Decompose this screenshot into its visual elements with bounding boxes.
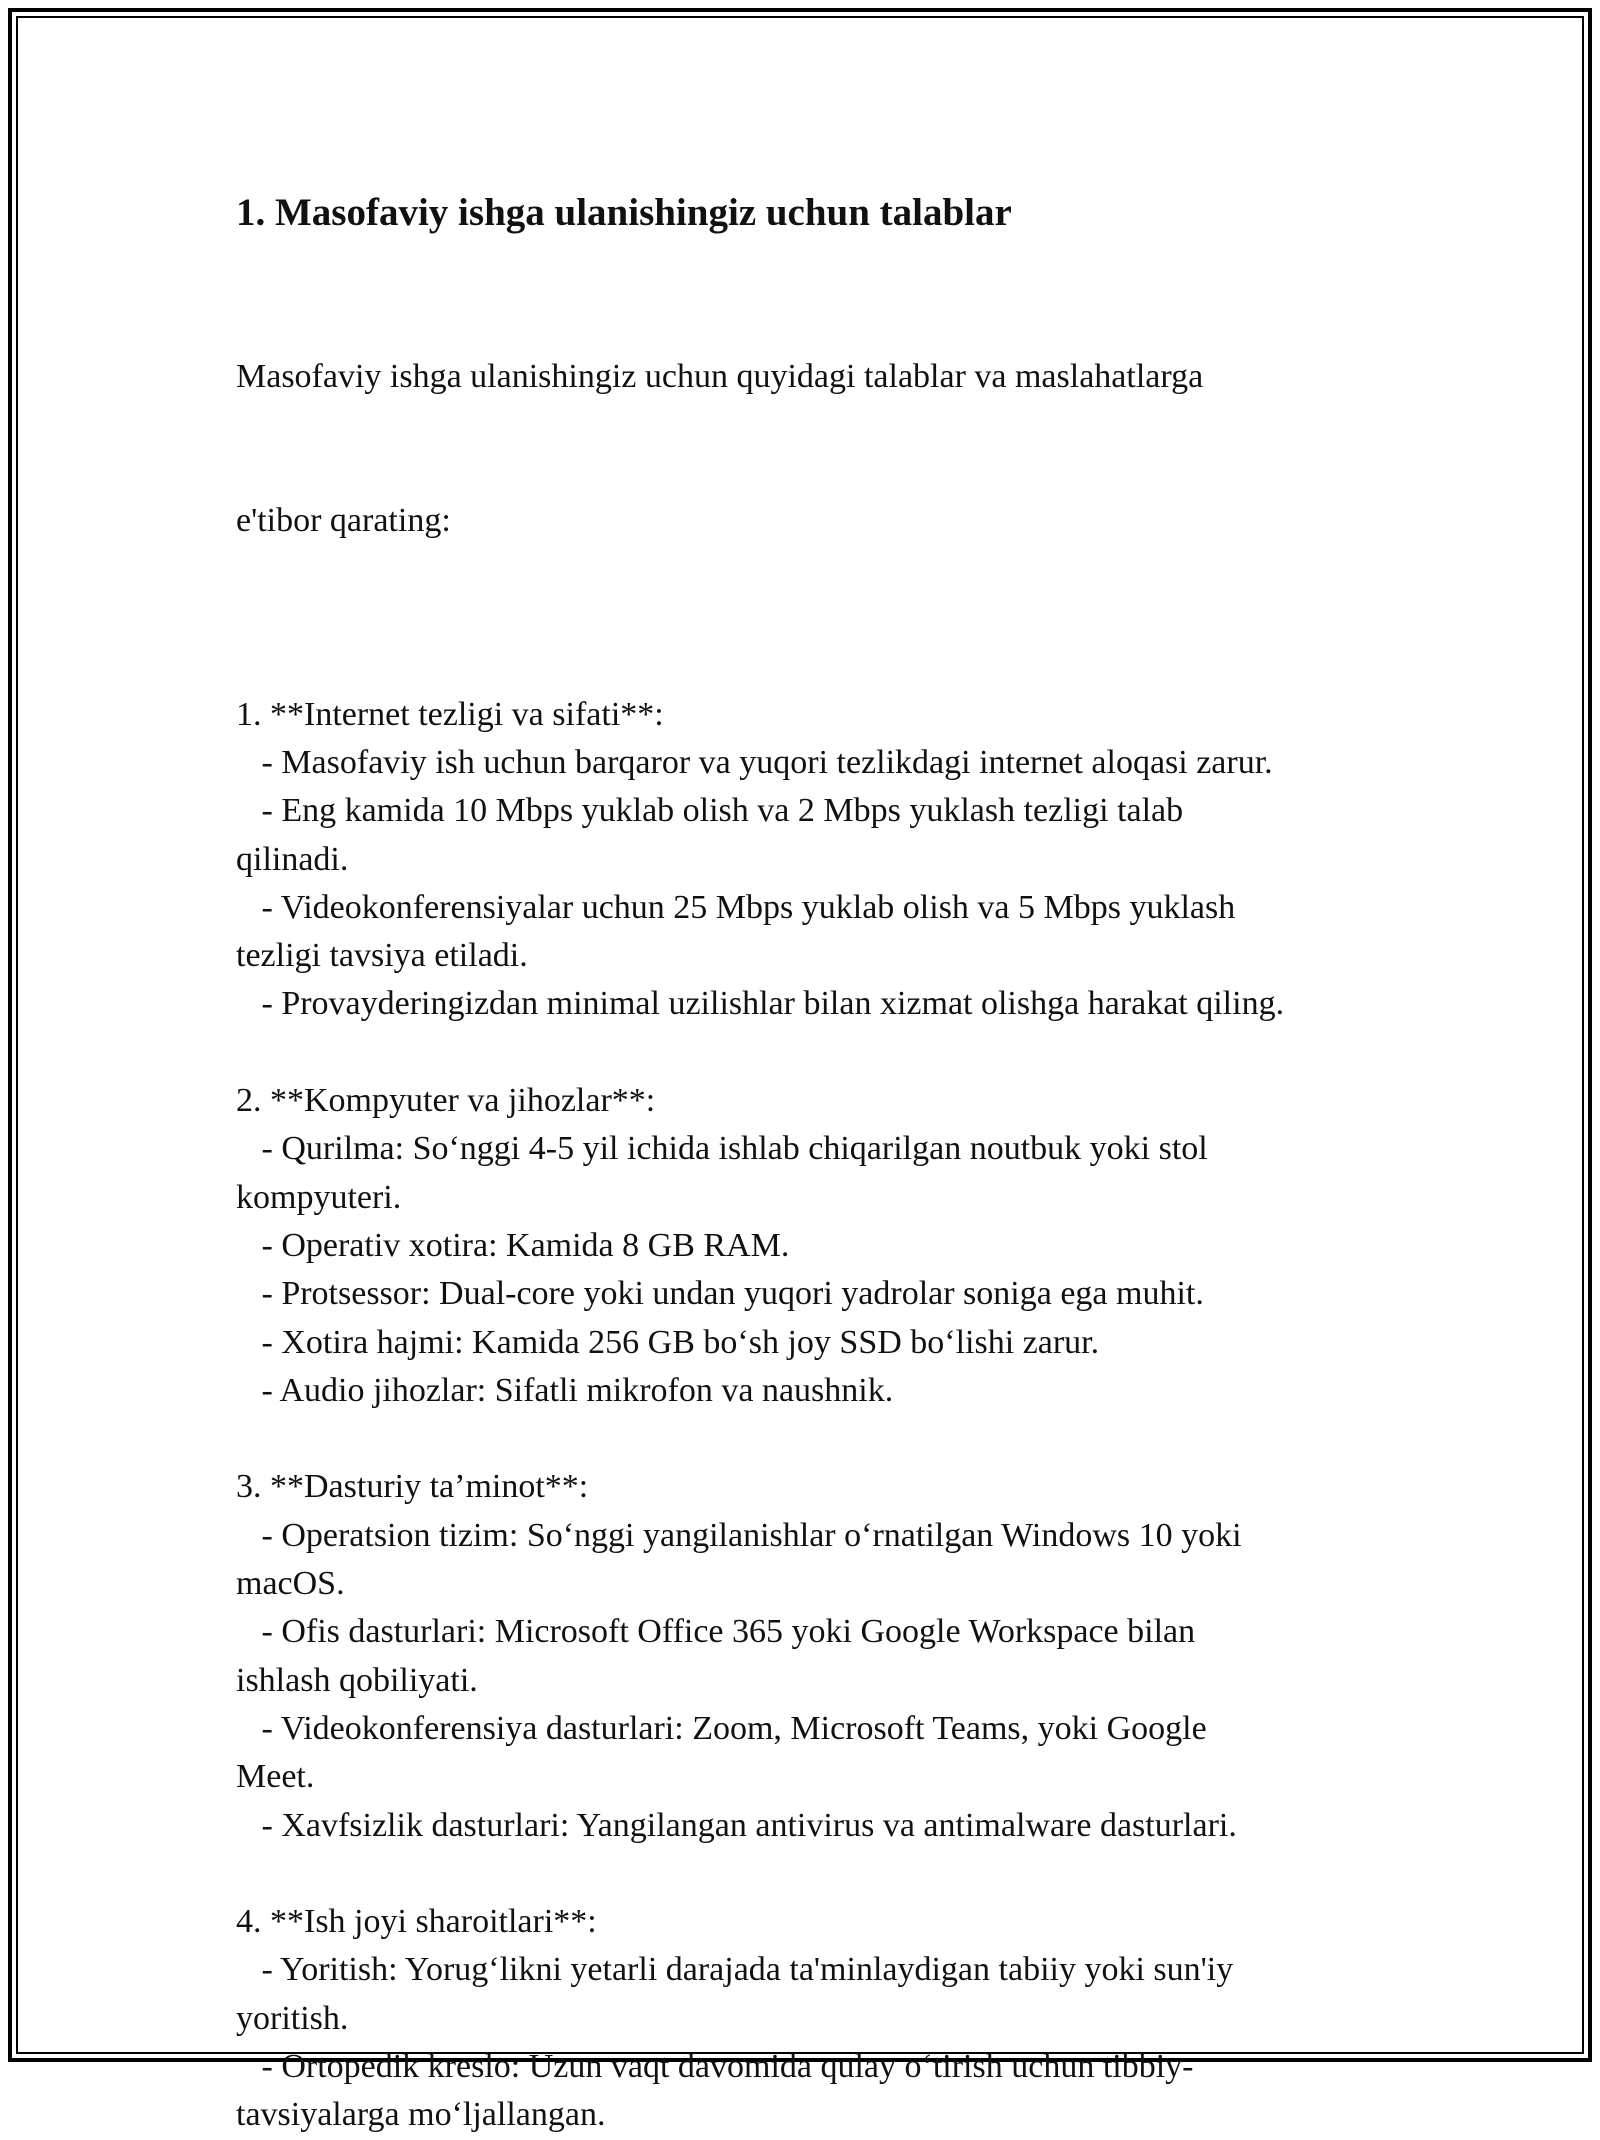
document-title: 1. Masofaviy ishga ulanishingiz uchun talablar <box>236 191 1012 234</box>
list-item: - Ofis dasturlari: Microsoft Office 365 yoki Google Workspace bilan <box>236 1613 1196 1651</box>
section-hardware <box>236 1077 1386 1415</box>
list-item: - Videokonferensiya dasturlari: Zoom, Microsoft Teams, yoki Google <box>236 1709 1207 1747</box>
intro-line: Masofaviy ishga ulanishingiz uchun quyidagi talablar va maslahatlarga <box>236 357 1204 395</box>
list-item: - Xavfsizlik dasturlari: Yangilangan antivirus va antimalware dasturlari. <box>236 1806 1237 1844</box>
list-item-continuation: kompyuteri. <box>236 1178 402 1216</box>
list-item-continuation: qilinadi. <box>236 840 349 878</box>
list-item: - Yoritish: Yorug‘likni yetarli darajada ta'minlaydigan tabiiy yoki sun'iy <box>236 1951 1234 1989</box>
document-body <box>236 186 1386 2140</box>
list-item-continuation: ishlash qobiliyati. <box>236 1661 478 1699</box>
list-item: - Protsessor: Dual-core yoki undan yuqori yadrolar soniga ega muhit. <box>236 1275 1204 1313</box>
section-software <box>236 1463 1386 1849</box>
list-item: - Masofaviy ish uchun barqaror va yuqori tezlikdagi internet aloqasi zarur. <box>236 743 1273 781</box>
list-item: - Operatsion tizim: So‘nggi yangilanishlar o‘rnatilgan Windows 10 yoki <box>236 1516 1242 1554</box>
list-item-continuation: Meet. <box>236 1758 315 1796</box>
intro-paragraph <box>236 256 1386 642</box>
intro-line: e'tibor qarating: <box>236 502 451 540</box>
list-item-continuation: tezligi tavsiya etiladi. <box>236 937 528 975</box>
section-internet <box>236 691 1386 1029</box>
section-workplace <box>236 1898 1386 2139</box>
list-item: - Qurilma: So‘nggi 4-5 yil ichida ishlab chiqarilgan noutbuk yoki stol <box>236 1130 1208 1168</box>
list-item: - Audio jihozlar: Sifatli mikrofon va naushnik. <box>236 1371 894 1409</box>
list-item: - Provayderingizdan minimal uzilishlar bilan xizmat olishga harakat qiling. <box>236 985 1285 1023</box>
list-item: - Eng kamida 10 Mbps yuklab olish va 2 Mbps yuklash tezligi talab <box>236 792 1184 830</box>
section-heading: 2. **Kompyuter va jihozlar**: <box>236 1082 656 1120</box>
section-heading: 1. **Internet tezligi va sifati**: <box>236 695 664 733</box>
list-item-continuation: tavsiyalarga mo‘ljallangan. <box>236 2096 606 2134</box>
list-item: - Ortopedik kreslo: Uzun vaqt davomida qulay o‘tirish uchun tibbiy- <box>236 2047 1194 2085</box>
list-item: - Operativ xotira: Kamida 8 GB RAM. <box>236 1226 790 1264</box>
list-item-continuation: macOS. <box>236 1565 345 1603</box>
list-item: - Xotira hajmi: Kamida 256 GB bo‘sh joy SSD bo‘lishi zarur. <box>236 1323 1100 1361</box>
section-heading: 3. **Dasturiy ta’minot**: <box>236 1468 589 1506</box>
list-item: - Videokonferensiyalar uchun 25 Mbps yuklab olish va 5 Mbps yuklash <box>236 888 1236 926</box>
list-item-continuation: yoritish. <box>236 1999 349 2037</box>
section-heading: 4. **Ish joyi sharoitlari**: <box>236 1903 597 1941</box>
